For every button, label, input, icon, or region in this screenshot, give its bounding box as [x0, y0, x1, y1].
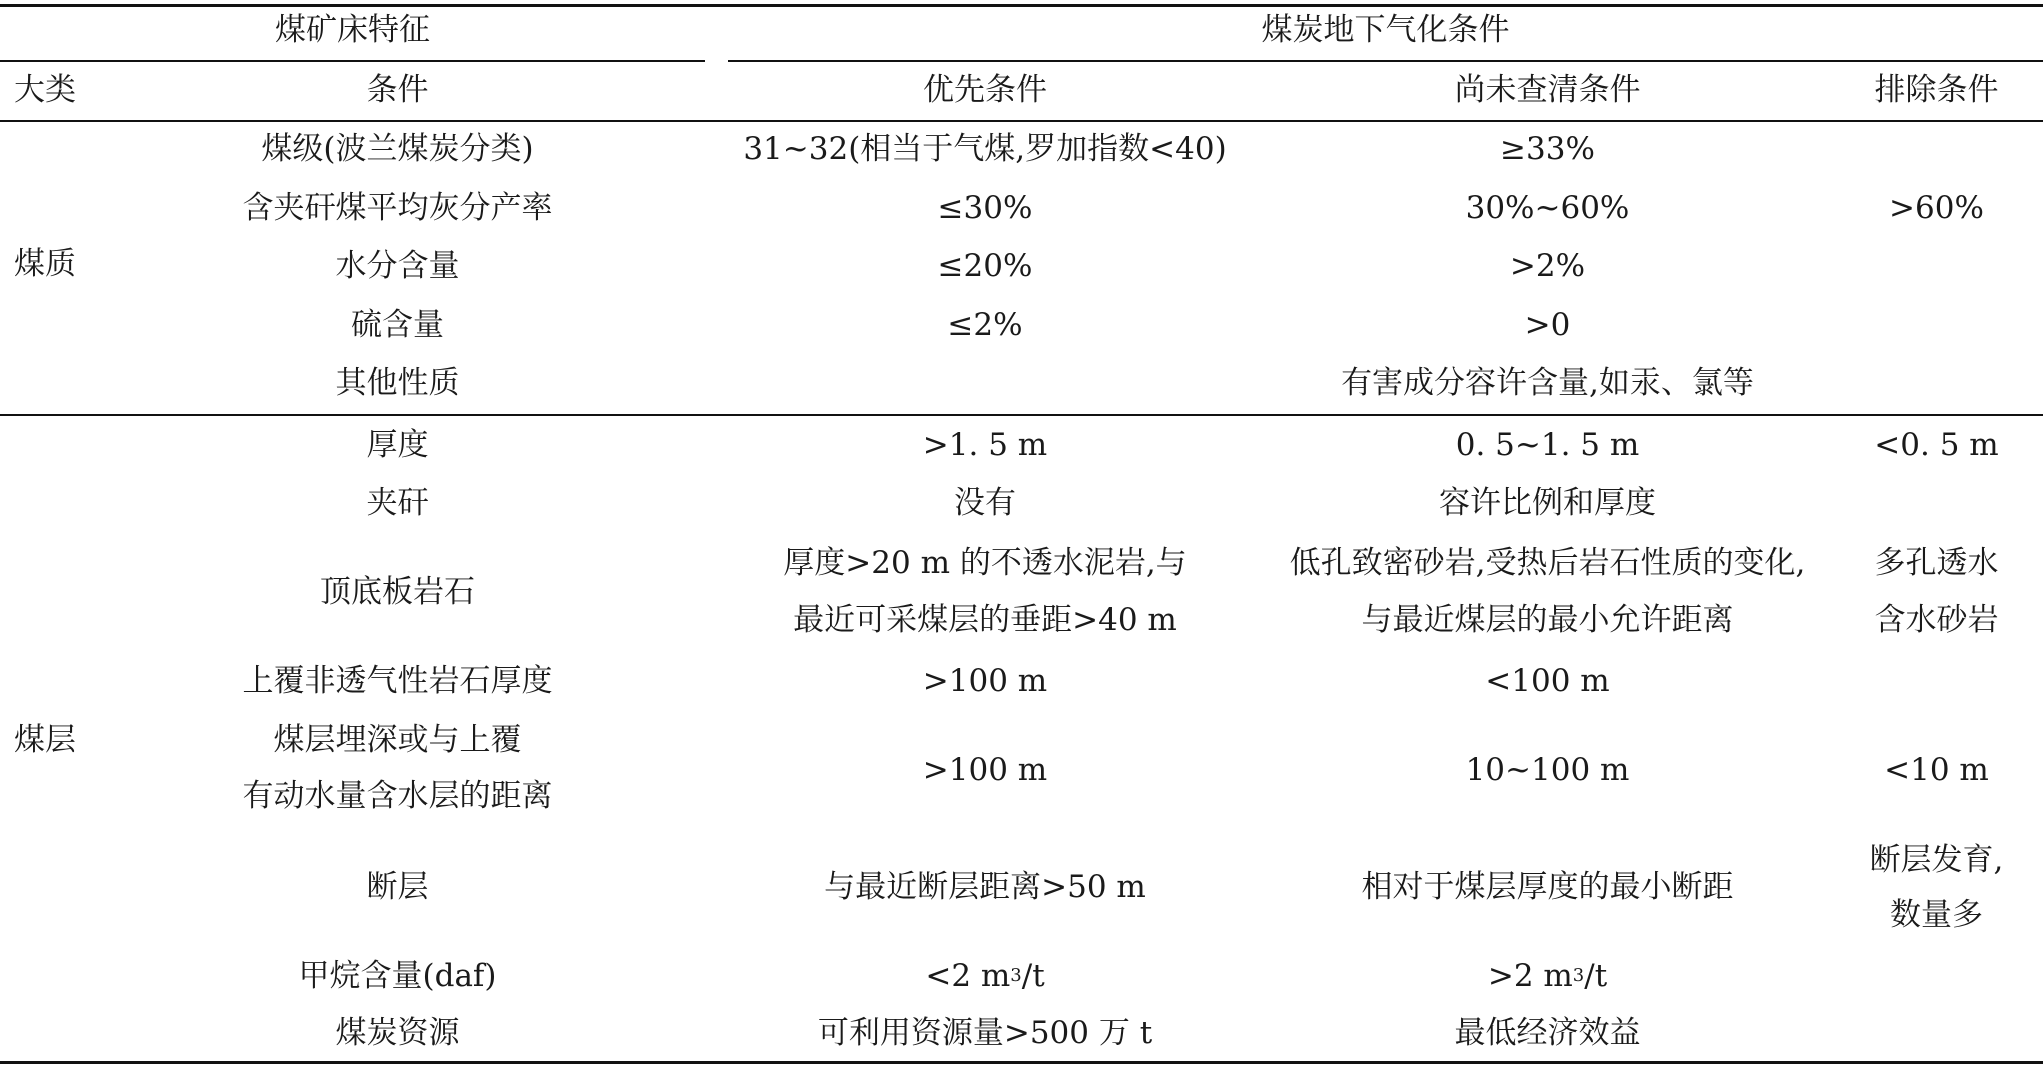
section-coal-quality: 煤质: [14, 246, 76, 282]
methane-unclear-unit: /t: [1584, 958, 1608, 994]
header-excluded: 排除条件: [1874, 72, 1999, 108]
table-row-preferred: >1. 5 m: [922, 427, 1048, 463]
table-row-unclear: 有害成分容许含量,如汞、氯等: [1341, 365, 1754, 401]
header-preferred: 优先条件: [923, 72, 1047, 108]
table-row-condition-line1: 煤层埋深或与上覆: [273, 722, 522, 758]
table-row-preferred: 没有: [954, 485, 1016, 521]
table-row-unclear-line2: 与最近煤层的最小允许距离: [1361, 602, 1734, 638]
table-row-unclear: 相对于煤层厚度的最小断距: [1361, 869, 1734, 905]
table-row-preferred: >100 m: [922, 663, 1048, 699]
table-row-unclear: ≥33%: [1500, 131, 1595, 167]
table-row-excluded-line1: 断层发育,: [1869, 842, 2004, 878]
table-row-condition: 上覆非透气性岩石厚度: [242, 663, 553, 699]
table-row-condition: 煤炭资源: [335, 1015, 460, 1051]
methane-preferred-unit: /t: [1021, 958, 1045, 994]
table-row-preferred-line1: 厚度>20 m 的不透水泥岩,与: [783, 545, 1187, 581]
table-row-unclear: >0: [1524, 307, 1571, 343]
table-row-condition: 夹矸: [366, 485, 429, 521]
table-row-condition: 厚度: [366, 427, 429, 463]
table-row-condition: 水分含量: [335, 248, 460, 284]
table-row-excluded: >60%: [1889, 190, 1984, 226]
table-row-condition: 断层: [366, 869, 429, 905]
table-row-unclear: 容许比例和厚度: [1439, 485, 1656, 521]
table-row-excluded: <10 m: [1884, 752, 1989, 788]
table-row-condition: 顶底板岩石: [320, 574, 475, 610]
table-row-unclear: 30%~60%: [1465, 190, 1630, 226]
table-row-condition: 其他性质: [335, 365, 460, 401]
header-category: 大类: [14, 72, 76, 108]
table-bottom-rule: [0, 1061, 2043, 1064]
section-divider-rule: [0, 414, 2043, 416]
table-row-unclear: 10~100 m: [1465, 752, 1630, 788]
table-row-condition: 硫含量: [351, 307, 444, 343]
table-row-unclear: 最低经济效益: [1454, 1015, 1641, 1051]
table-row-unclear: <100 m: [1485, 663, 1610, 699]
table-row-unclear: 0. 5~1. 5 m: [1455, 427, 1640, 463]
table-row-condition-line2: 有动水量含水层的距离: [242, 778, 553, 814]
table-row-unclear-line1: 低孔致密砂岩,受热后岩石性质的变化,: [1289, 545, 1806, 581]
table-row-excluded-line2: 含水砂岩: [1874, 602, 1999, 638]
table-row-preferred: ≤20%: [937, 248, 1033, 284]
table-row-preferred: 与最近断层距离>50 m: [824, 869, 1146, 905]
table-row-excluded-line1: 多孔透水: [1874, 545, 1999, 581]
header-condition: 条件: [366, 72, 429, 108]
table-row-unclear: >2%: [1509, 248, 1586, 284]
table-row-preferred: ≤30%: [937, 190, 1033, 226]
methane-unclear-value: >2 m: [1487, 958, 1573, 994]
header-unclear: 尚未查清条件: [1454, 72, 1641, 108]
table-row-preferred: 可利用资源量>500 万 t: [817, 1015, 1153, 1051]
table-row-preferred: <2 m 3 /t: [705, 948, 1265, 1004]
table-row-condition: 含夹矸煤平均灰分产率: [242, 190, 553, 226]
methane-preferred-value: <2 m: [925, 958, 1011, 994]
table-row-excluded-line2: 数量多: [1890, 897, 1983, 933]
header-group-gasification-conditions: 煤炭地下气化条件: [1261, 12, 1510, 48]
table-row-preferred-line2: 最近可采煤层的垂距>40 m: [793, 602, 1177, 638]
section-coal-seam: 煤层: [14, 722, 76, 758]
table-row-preferred: 31~32(相当于气煤,罗加指数<40): [743, 131, 1227, 167]
table-row-condition: 甲烷含量(daf): [298, 958, 497, 994]
table-row-unclear: >2 m 3 /t: [1265, 948, 1830, 1004]
table-row-condition: 煤级(波兰煤炭分类): [261, 131, 534, 167]
table-row-excluded: <0. 5 m: [1874, 427, 1999, 463]
table-row-preferred: >100 m: [922, 752, 1048, 788]
header-group-deposit-features: 煤矿床特征: [275, 12, 430, 48]
table-row-preferred: ≤2%: [947, 307, 1023, 343]
